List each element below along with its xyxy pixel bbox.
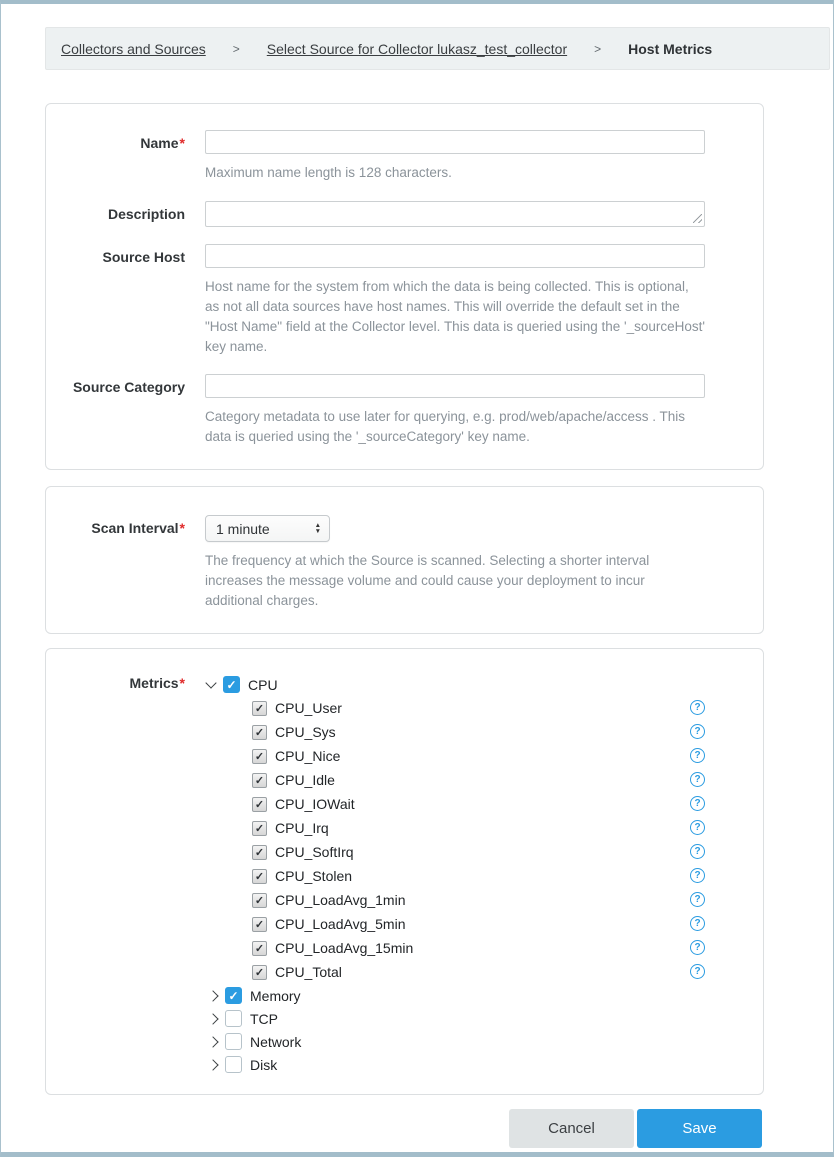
action-bar	[1, 1109, 762, 1148]
cancel-button[interactable]: Cancel	[509, 1109, 634, 1148]
scan-interval-value: 1 minute	[216, 520, 270, 537]
metric-item-checkbox[interactable]: ✓	[252, 701, 267, 716]
metric-item-label: CPU_Total	[275, 964, 342, 980]
metric-item-checkbox[interactable]: ✓	[252, 821, 267, 836]
metric-group-cpu	[205, 673, 763, 696]
source-host-row	[46, 244, 763, 357]
metric-item-label: CPU_LoadAvg_1min	[275, 892, 406, 908]
help-icon[interactable]: ?	[690, 748, 705, 763]
metric-item-label: CPU_LoadAvg_5min	[275, 916, 406, 932]
metric-item-cpu_iowait	[205, 792, 763, 816]
name-label: Name*	[140, 135, 185, 151]
metric-item-cpu_irq	[205, 816, 763, 840]
metric-item-label: CPU_Sys	[275, 724, 336, 740]
metric-item-cpu_loadavg_15min	[205, 936, 763, 960]
breadcrumb-link[interactable]: Select Source for Collector lukasz_test_collector	[266, 40, 568, 57]
metric-group-label: Disk	[250, 1056, 278, 1073]
metric-item-cpu_stolen	[205, 864, 763, 888]
metrics-row	[46, 673, 763, 1076]
source-host-label: Source Host	[102, 249, 185, 265]
metric-item-checkbox[interactable]: ✓	[252, 845, 267, 860]
metric-item-cpu_softirq	[205, 840, 763, 864]
help-icon[interactable]: ?	[690, 796, 705, 811]
chevron-right-icon[interactable]	[207, 990, 218, 1001]
metric-group-checkbox[interactable]	[225, 1033, 242, 1050]
metrics-card	[45, 648, 764, 1095]
help-icon[interactable]: ?	[690, 916, 705, 931]
select-arrows-icon: ▲ ▼	[314, 521, 321, 535]
chevron-right-icon[interactable]	[207, 1059, 218, 1070]
source-host-help-text: Host name for the system from which the data is being collected. This is optional, as not all data sources have host names. This will override the default set in the "Host Name" field at the Collector level. This data is queried using the '_sourceHost' key name.	[205, 279, 705, 354]
metric-item-cpu_nice	[205, 744, 763, 768]
metric-group-checkbox[interactable]: ✓	[225, 987, 242, 1004]
scan-interval-select[interactable]	[205, 515, 330, 542]
metric-group-checkbox[interactable]: ✓	[223, 676, 240, 693]
description-label: Description	[107, 206, 185, 222]
description-textarea[interactable]	[205, 201, 705, 227]
breadcrumb-separator: >	[594, 41, 602, 56]
scan-interval-card	[45, 486, 764, 634]
metric-item-checkbox[interactable]: ✓	[252, 965, 267, 980]
breadcrumb	[45, 27, 830, 70]
help-icon[interactable]: ?	[690, 940, 705, 955]
metric-item-label: CPU_Stolen	[275, 868, 353, 884]
metric-item-cpu_total	[205, 960, 763, 984]
metric-item-checkbox[interactable]: ✓	[252, 725, 267, 740]
metric-item-label: CPU_User	[275, 700, 342, 716]
help-icon[interactable]: ?	[690, 700, 705, 715]
required-asterisk: *	[179, 135, 185, 151]
help-icon[interactable]: ?	[690, 844, 705, 859]
breadcrumb-link[interactable]: Collectors and Sources	[61, 40, 206, 57]
metrics-tree	[205, 673, 763, 1076]
metric-item-checkbox[interactable]: ✓	[252, 797, 267, 812]
metric-item-cpu_loadavg_1min	[205, 888, 763, 912]
source-host-input[interactable]	[205, 244, 705, 268]
metric-item-cpu_loadavg_5min	[205, 912, 763, 936]
metric-item-cpu_idle	[205, 768, 763, 792]
basic-info-card	[45, 103, 764, 470]
metric-group-label: Network	[250, 1033, 302, 1050]
metric-item-label: CPU_Irq	[275, 820, 329, 836]
help-icon[interactable]: ?	[690, 964, 705, 979]
metric-group-label: CPU	[248, 676, 278, 693]
metric-item-checkbox[interactable]: ✓	[252, 869, 267, 884]
save-button[interactable]: Save	[637, 1109, 762, 1148]
source-category-help-text: Category metadata to use later for querying, e.g. prod/web/apache/access . This data is queried using the '_sourceCategory' key name.	[205, 409, 686, 444]
required-asterisk: *	[179, 520, 185, 536]
metric-item-label: CPU_Nice	[275, 748, 341, 764]
metric-group-memory	[205, 984, 763, 1007]
metric-item-label: CPU_SoftIrq	[275, 844, 354, 860]
chevron-right-icon[interactable]	[207, 1036, 218, 1047]
metric-item-checkbox[interactable]: ✓	[252, 773, 267, 788]
metric-group-disk	[205, 1053, 763, 1076]
metric-item-checkbox[interactable]: ✓	[252, 893, 267, 908]
required-asterisk: *	[179, 675, 185, 691]
help-icon[interactable]: ?	[690, 868, 705, 883]
metric-item-cpu_user	[205, 696, 763, 720]
scan-interval-label: Scan Interval*	[91, 520, 185, 536]
name-row	[46, 130, 763, 183]
help-icon[interactable]: ?	[690, 892, 705, 907]
resize-handle-icon[interactable]	[693, 214, 702, 223]
metric-item-checkbox[interactable]: ✓	[252, 941, 267, 956]
name-help-text: Maximum name length is 128 characters.	[205, 165, 452, 180]
metric-item-cpu_sys	[205, 720, 763, 744]
metric-group-network	[205, 1030, 763, 1053]
metric-group-tcp	[205, 1007, 763, 1030]
metric-group-label: Memory	[250, 987, 301, 1004]
scan-interval-help-text: The frequency at which the Source is scanned. Selecting a shorter interval increases the message volume and could cause your deployment to incur additional charges.	[205, 553, 650, 608]
description-row	[46, 201, 763, 227]
metric-item-label: CPU_LoadAvg_15min	[275, 940, 414, 956]
breadcrumb-current-page: Host Metrics	[628, 40, 713, 57]
breadcrumb-separator: >	[232, 41, 240, 56]
chevron-right-icon[interactable]	[207, 1013, 218, 1024]
metrics-label: Metrics*	[129, 675, 185, 691]
metric-group-label: TCP	[250, 1010, 278, 1027]
metric-item-label: CPU_Idle	[275, 772, 335, 788]
help-icon[interactable]: ?	[690, 772, 705, 787]
chevron-down-icon[interactable]	[205, 677, 216, 688]
source-category-row	[46, 374, 763, 447]
metric-item-checkbox[interactable]: ✓	[252, 917, 267, 932]
metric-item-checkbox[interactable]: ✓	[252, 749, 267, 764]
metric-group-checkbox[interactable]	[225, 1056, 242, 1073]
scan-interval-row	[46, 515, 763, 611]
source-category-label: Source Category	[72, 379, 185, 395]
source-category-input[interactable]	[205, 374, 705, 398]
name-input[interactable]	[205, 130, 705, 154]
metric-group-checkbox[interactable]	[225, 1010, 242, 1027]
help-icon[interactable]: ?	[690, 820, 705, 835]
help-icon[interactable]: ?	[690, 724, 705, 739]
metric-item-label: CPU_IOWait	[275, 796, 355, 812]
